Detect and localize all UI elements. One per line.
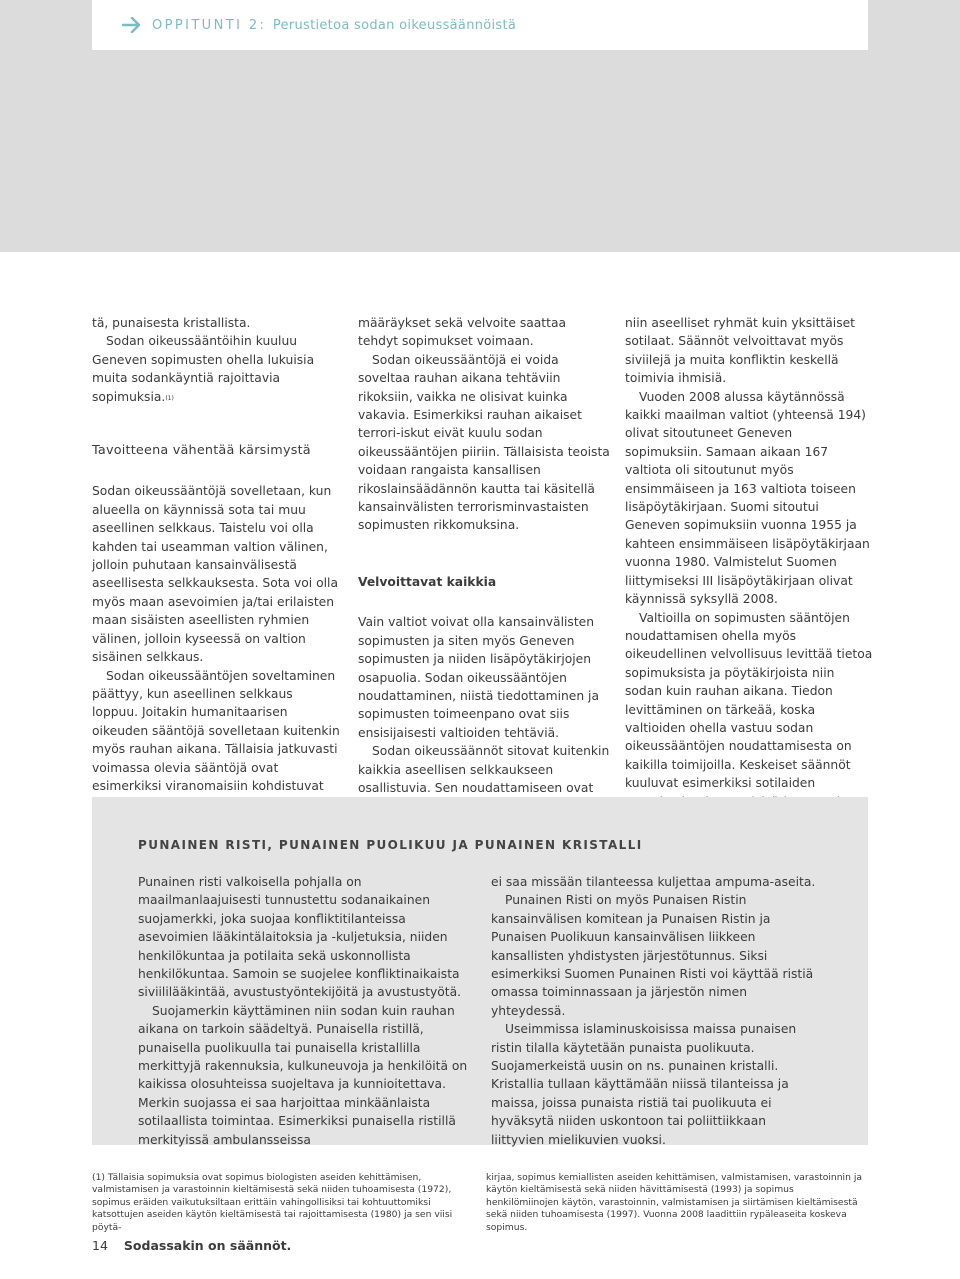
footnote-left bbox=[92, 1172, 466, 1234]
paragraph: Useimmissa islaminuskoisissa maissa punaisen ristin tilalla käytetään punaista puolikuuta. Suojamerkeistä uusin on ns. punainen kristalli. Kristallia tullaan käyttämään niissä tilanteissa ja maissa, joissa punaista ristiä tai puolikuuta ei hyväksytä niiden uskontoon tai poliittiikkaan liittyvien mielikuvien vuoksi. bbox=[491, 1022, 797, 1147]
paragraph-text: Sodan oikeussääntöihin kuuluu Geneven sopimusten ohella lukuisia muita sodankäyntiä rajoittavia sopimuksia. bbox=[92, 334, 315, 404]
footnote-ref: (1) bbox=[165, 394, 174, 402]
page-number: 14 bbox=[92, 1238, 108, 1253]
info-box bbox=[92, 797, 868, 1145]
lesson-number: OPPITUNTI 2: bbox=[152, 17, 267, 33]
publication-title: Sodassakin on säännöt. bbox=[123, 1238, 292, 1253]
info-box-column-left bbox=[138, 873, 468, 1149]
text-column-1 bbox=[92, 314, 342, 832]
paragraph: Sodan oikeussääntöjen soveltaminen päättyy, kun aseellinen selkkaus loppuu. Joitakin humanitaarisen oikeuden sääntöjä sovelletaan kuitenkin myös rauhan aikana. Tällaisia jatkuvasti voimassa olevia sääntöjä ovat esimerkiksi viranomaisiin kohdistuvat bbox=[92, 668, 340, 793]
arrow-right-icon bbox=[122, 17, 142, 33]
section-heading: Velvoittavat kaikkia bbox=[358, 574, 497, 589]
paragraph: ei saa missään tilanteessa kuljettaa ampuma-aseita. bbox=[491, 875, 816, 889]
lesson-title bbox=[152, 18, 516, 33]
paragraph: Valtioilla on sopimusten sääntöjen noudattamisen ohella myös oikeudellinen velvollisuus levittää tietoa sopimuksista ja pöytäkirjoista niin sodan kuin rauhan aikana. Tiedon levittäminen on tärkeää, koska valtioiden ohella vastuu sodan oikeussääntöjen noudattamisesta on kaikilla toimijoilla. Keskeiset säännöt kuuluvat esimerkiksi sotilaiden bbox=[625, 610, 873, 791]
paragraph: Punainen Risti on myös Punaisen Ristin kansainvälisen komitean ja Punaisen Ristin ja Punaisen Puolikuun kansainvälisen liikkeen kansallisten yhdistysten järjestötunnus. Siksi esimerkiksi Suomen Punainen Risti voi käyttää ristiä omassa toiminnassaan ja järjestön nimen yhteydessä. bbox=[491, 893, 814, 1018]
paragraph: Vuoden 2008 alussa käytännössä kaikki maailman valtiot (yhteensä 194) olivat sitoutuneet Geneven sopimuksiin. Samaan aikaan 167 valtiota oli sitoutunut myös ensimmäiseen ja 163 valtiota toiseen lisäpöytäkirjaan. Suomi sitoutui Geneven sopimuksiin vuonna 1955 ja kahteen ensimmäiseen lisäpöytäkirjaan vuonna 1980. Valmistelut Suomen liittymiseksi III lisäpöytäkirjaan olivat käynnissä syksyllä 2008. bbox=[625, 389, 870, 607]
paragraph: Sodan oikeussääntöjä sovelletaan, kun alueella on käynnissä sota tai muu aseellinen selkkaus. Taistelu voi olla kahden tai useamman valtion välinen, jolloin puhutaan kansainvälisestä aseellisesta selkkauksesta. Sota voi olla myös maan asevoimien ja/tai erilaisten maan sisäisten aseellisten ryhmien välinen, jolloin kyseessä on valtion sisäinen selkkaus. bbox=[92, 484, 338, 665]
section-heading: Tavoitteena vähentää kärsimystä bbox=[92, 443, 311, 459]
text-column-2 bbox=[358, 314, 610, 816]
lesson-header bbox=[92, 0, 868, 50]
info-box-column-right bbox=[491, 873, 821, 1149]
footnote-text: kirjaa, sopimus kemiallisten aseiden kehittämisen, valmistamisen, varastoinnin ja käytön kieltämisestä sekä niiden hävittämisestä (1993) ja sopimus henkilömiinojen käytön, varastoinnin, valmistamisen ja siirtämisen kieltämisestä sekä niiden tuhoamisesta (1997). Vuonna 2008 laadittiin rypäleaseita koskeva sopimus. bbox=[486, 1172, 863, 1233]
paragraph: määräykset sekä velvoite saattaa tehdyt sopimukset voimaan. bbox=[358, 316, 567, 349]
footnote-text: (1) Tällaisia sopimuksia ovat sopimus biologisten aseiden kehittämisen, valmistamisen ja varastoinnin kieltämisestä sekä niiden tuhoamisesta (1972), sopimus eräiden vaikutuksiltaan erittäin vahingollisiksi tai kohtuuttomiksi katsottujen aseiden käytön kieltämisestä tai rajoittamisesta (1980) ja sen viisi pöytä- bbox=[92, 1172, 453, 1233]
page-footer bbox=[92, 1238, 291, 1253]
paragraph: Sodan oikeussääntöjä ei voida soveltaa rauhan aikana tehtäviin rikoksiin, vaikka ne olisivat kuinka vakavia. Esimerkiksi rauhan aikaiset terrori-iskut eivät kuulu sodan oikeussääntöjen piiriin. Tällaisista teoista voidaan rangaista kansallisen rikoslainsäädännön kautta tai käsitellä kansainvälisten terrorisminvastaisten sopimusten rikkomuksina. bbox=[358, 352, 610, 533]
info-box-title: PUNAINEN RISTI, PUNAINEN PUOLIKUU JA PUNAINEN KRISTALLI bbox=[138, 838, 643, 852]
paragraph bbox=[92, 332, 342, 406]
lesson-subtitle: Perustietoa sodan oikeussäännöistä bbox=[272, 17, 517, 33]
paragraph: Vain valtiot voivat olla kansainvälisten sopimusten ja siten myös Geneven sopimusten ja niiden lisäpöytäkirjojen osapuolia. Sodan oikeussääntöjen noudattaminen, niistä tiedottaminen ja sopimusten toimeenpano ovat siis ensisijaisesti valtioiden tehtäviä. bbox=[358, 615, 600, 740]
text-column-3 bbox=[625, 314, 873, 848]
footnote-right bbox=[486, 1172, 868, 1234]
paragraph: Punainen risti valkoisella pohjalla on maailmanlaajuisesti tunnustettu sodanaikainen suojamerkki, joka suojaa konfliktitilanteissa asevoimien lääkintälaitoksia ja -kuljetuksia, niiden henkilökuntaa ja potilaita sekä uskonnollista henkilökuntaa. Samoin se suojelee konfliktinaikaista siviililääkintää, avustustyöntekijöitä ja avustustyötä. bbox=[138, 875, 462, 1000]
paragraph: niin aseelliset ryhmät kuin yksittäiset sotilaat. Säännöt velvoittavat myös siviilejä ja muita konfliktin keskellä toimivia ihmisiä. bbox=[625, 316, 855, 386]
paragraph: tä, punaisesta kristallista. bbox=[92, 316, 251, 330]
paragraph: Suojamerkin käyttäminen niin sodan kuin rauhan aikana on tarkoin säädeltyä. Punaisella ristillä, punaisella puolikuulla tai punaisella kristallilla merkittyjä rakennuksia, kulkuneuvoja ja henkilöitä on kaikissa olosuhteissa suojeltava ja kunnioitettava. Merkin suojassa ei saa harjoittaa minkäänlaista sotilaallista toimintaa. Esimerkiksi punaisella ristillä merkityissä ambulansseissa bbox=[138, 1003, 468, 1147]
paragraph: Sodan oikeussäännöt sitovat kuitenkin kaikkia aseellisen selkkaukseen osallistuvia. Sen noudattamiseen ovat bbox=[358, 744, 610, 795]
